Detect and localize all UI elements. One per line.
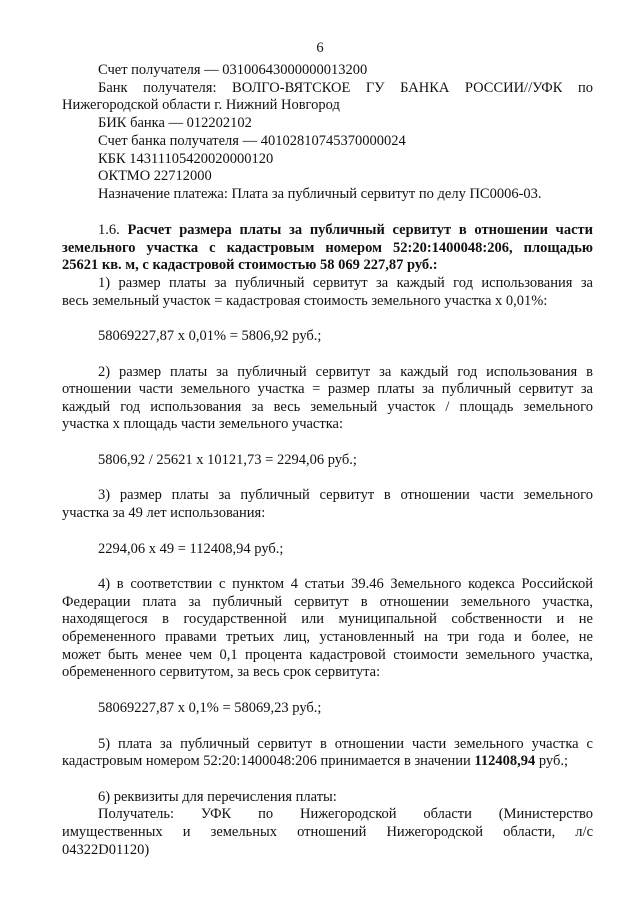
section-title-part2: земельного участка с кадастровым номером 52:20:1400048:206, площадью [62,240,593,256]
item4-line5: может быть менее чем 0,1 процента кадастровой стоимости земельного участка, [62,647,593,663]
section-heading-line2 [62,240,593,257]
item3-formula: 2294,06 х 49 = 112408,94 руб.; [98,541,284,557]
section-title-part1: Расчет размера платы за публичный сервитут в отношении части [127,222,594,238]
item2-line4: участка х площадь части земельного участка: [62,416,343,432]
item4-formula: 58069227,87 х 0,1% = 58069,23 руб.; [98,700,322,716]
item6-line1: 6) реквизиты для перечисления платы: [98,789,337,805]
section-number: 1.6. [98,222,120,238]
item1-line1: 1) размер платы за публичный сервитут за каждый год использования за [98,275,593,291]
item4-line2: Федерации плата за публичный сервитут в отношении земельного участка, [62,594,593,610]
item5-amount: 112408,94 [474,753,536,769]
section-title-part3: 25621 кв. м, с кадастровой стоимостью 58 069 227,87 руб.: [62,257,438,273]
item4-line3: находящегося в государственной или муниципальной собственности и не [62,611,593,627]
bank-bik: БИК банка — 012202102 [98,115,252,131]
item5-line2 [62,753,593,770]
recipient-account: Счет получателя — 03100643000000013200 [98,62,368,78]
item6-line3: имущественных и земельных отношений Нижегородской области, л/с [62,824,593,840]
item4-line4: обремененного правами третьих лиц, установленный на три года и более, не [62,629,593,645]
item6-line4: 04322D01120) [62,842,150,858]
item2-line1: 2) размер платы за публичный сервитут за каждый год использования в [98,364,593,380]
item5-line1: 5) плата за публичный сервитут в отношении части земельного участка с [98,736,593,752]
recipient-bank-line2: Нижегородской области г. Нижний Новгород [62,97,340,113]
item5-line2-text: кадастровым номером 52:20:1400048:206 принимается в значении [62,753,475,769]
item4-line6: обремененного сервитутом, за весь срок сервитута: [62,664,381,680]
recipient-bank-line1: Банк получателя: ВОЛГО-ВЯТСКОЕ ГУ БАНКА РОССИИ//УФК по [98,80,593,96]
item5-line2-suffix: руб.; [535,753,569,769]
item6-line2: Получатель: УФК по Нижегородской области (Министерство [98,806,593,822]
section-heading-line3 [62,257,593,274]
item1-formula: 58069227,87 х 0,01% = 5806,92 руб.; [98,328,322,344]
section-heading-line1 [98,222,593,239]
oktmo-code: ОКТМО 22712000 [98,168,212,184]
page-number: 6 [316,40,324,56]
bank-account: Счет банка получателя — 40102810745370000024 [98,133,406,149]
payment-purpose: Назначение платежа: Плата за публичный сервитут по делу ПС0006-03. [98,186,542,202]
item2-line2: отношении части земельного участка = размер платы за публичный сервитут за [62,381,593,397]
item3-line2: участка за 49 лет использования: [62,505,266,521]
item3-line1: 3) размер платы за публичный сервитут в отношении части земельного [98,487,593,503]
kbk-code: КБК 14311105420020000120 [98,151,274,167]
item2-formula: 5806,92 / 25621 х 10121,73 = 2294,06 руб.; [98,452,357,468]
item1-line2: весь земельный участок = кадастровая стоимость земельного участка х 0,01%: [62,293,548,309]
item2-line3: каждый год использования за весь земельный участок / площадь земельного [62,399,593,415]
item4-line1: 4) в соответствии с пунктом 4 статьи 39.46 Земельного кодекса Российской [98,576,593,592]
